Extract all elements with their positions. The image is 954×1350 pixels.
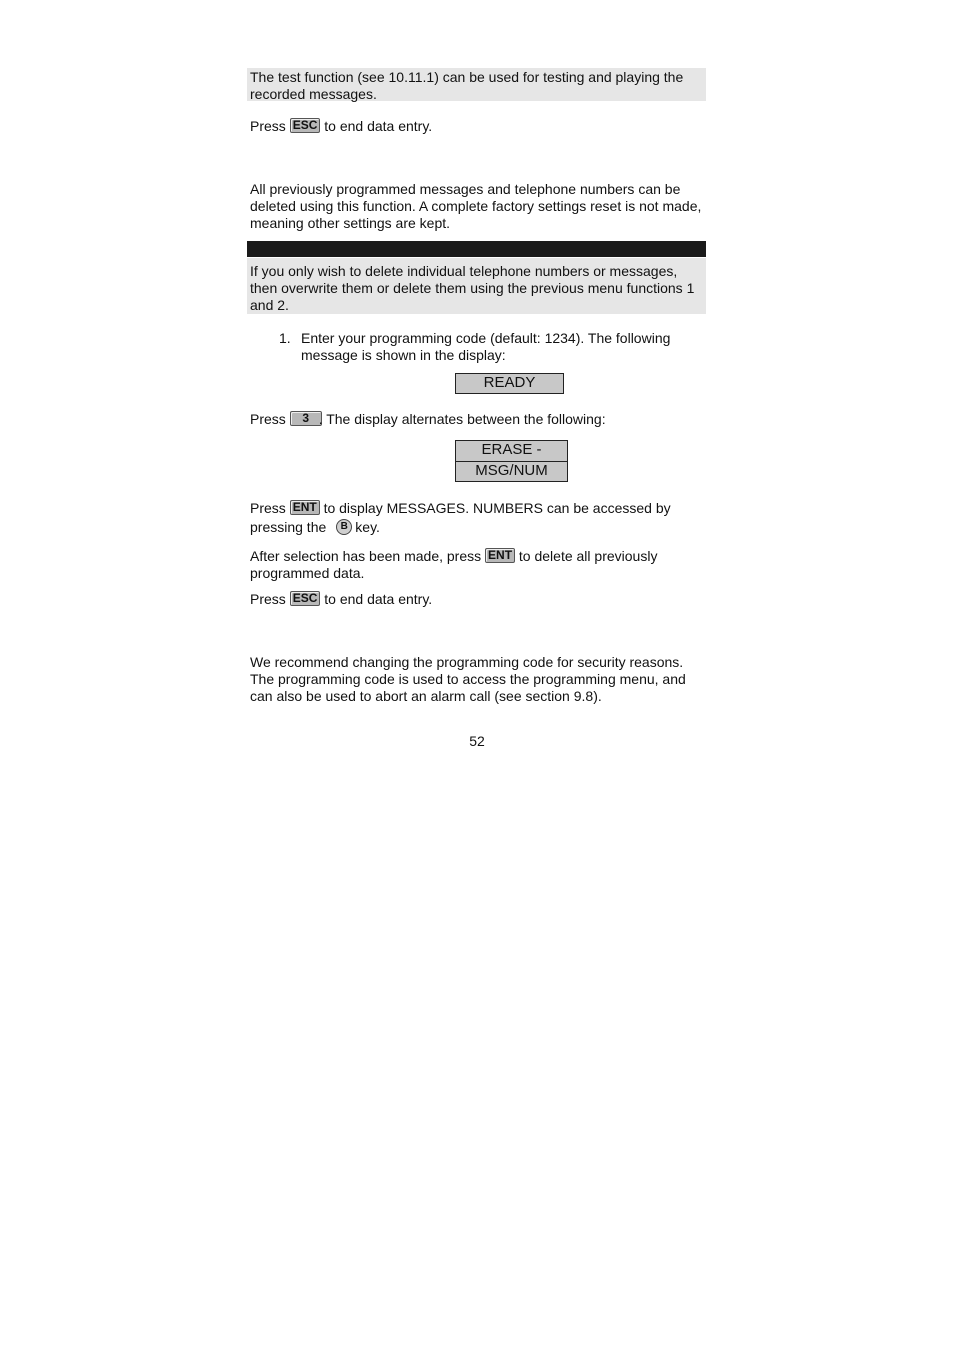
step-number: 1.: [279, 330, 291, 346]
step-text: Enter your programming code (default: 1234). The following message is shown in the display:: [301, 330, 671, 363]
press-label: Press: [250, 500, 286, 516]
ent-key-icon: ENT: [485, 548, 515, 563]
esc-key-icon: ESC: [290, 118, 321, 133]
after-selection-text: After selection has been made, press: [250, 548, 482, 564]
note-test-function: [247, 68, 706, 101]
step-1: [279, 330, 704, 364]
press-3-line: [247, 411, 706, 428]
erase-intro-paragraph: [247, 181, 706, 232]
erase-intro-text: All previously programmed messages and telephone numbers can be deleted using this function. A complete factory settings reset is not made, meaning other settings are kept.: [250, 181, 702, 231]
end-entry-text: to end data entry.: [324, 591, 433, 607]
note-individual-delete: [247, 258, 706, 314]
lcd-text: READY: [483, 374, 536, 391]
section-divider-bar: [247, 241, 706, 257]
ent-key-icon: ENT: [290, 500, 320, 515]
page-number: 52: [469, 733, 485, 749]
recommend-text: We recommend changing the programming code for security reasons. The programming code is used to access the programming menu, and can also be used to abort an alarm call (see section 9.8).: [250, 654, 686, 704]
press-ent-line: [247, 499, 706, 537]
press-esc-line-2: [247, 591, 706, 608]
press-label: Press: [250, 591, 286, 607]
after-selection-paragraph: [247, 548, 706, 582]
lcd-line-2: MSG/NUM: [475, 462, 548, 479]
key-3-icon: 3: [290, 411, 322, 426]
press-esc-line-1: [247, 118, 706, 135]
press-label: Press: [250, 118, 286, 134]
delete-all-text: to delete all previously programmed data.: [250, 548, 658, 581]
esc-key-icon: ESC: [290, 591, 321, 606]
recommend-paragraph: [247, 654, 706, 705]
lcd-display-ready: [455, 373, 564, 394]
key-word: key.: [355, 519, 380, 535]
press-label: Press: [250, 411, 286, 427]
note-individual-text: If you only wish to delete individual telephone numbers or messages, then overwrite them or delete them using the previous menu functions 1 and 2.: [250, 263, 695, 313]
end-entry-text: to end data entry.: [324, 118, 433, 134]
display-alternates-text: . The display alternates between the following:: [318, 411, 606, 427]
step-list: [279, 330, 704, 364]
display-messages-text: to display MESSAGES. NUMBERS can be accessed by pressing the: [250, 500, 671, 535]
lcd-display-erase: [455, 440, 568, 482]
b-key-icon: B: [336, 519, 352, 535]
note-test-text: The test function (see 10.11.1) can be used for testing and playing the recorded messages.: [250, 69, 684, 102]
lcd-line-1: ERASE -: [456, 441, 567, 462]
